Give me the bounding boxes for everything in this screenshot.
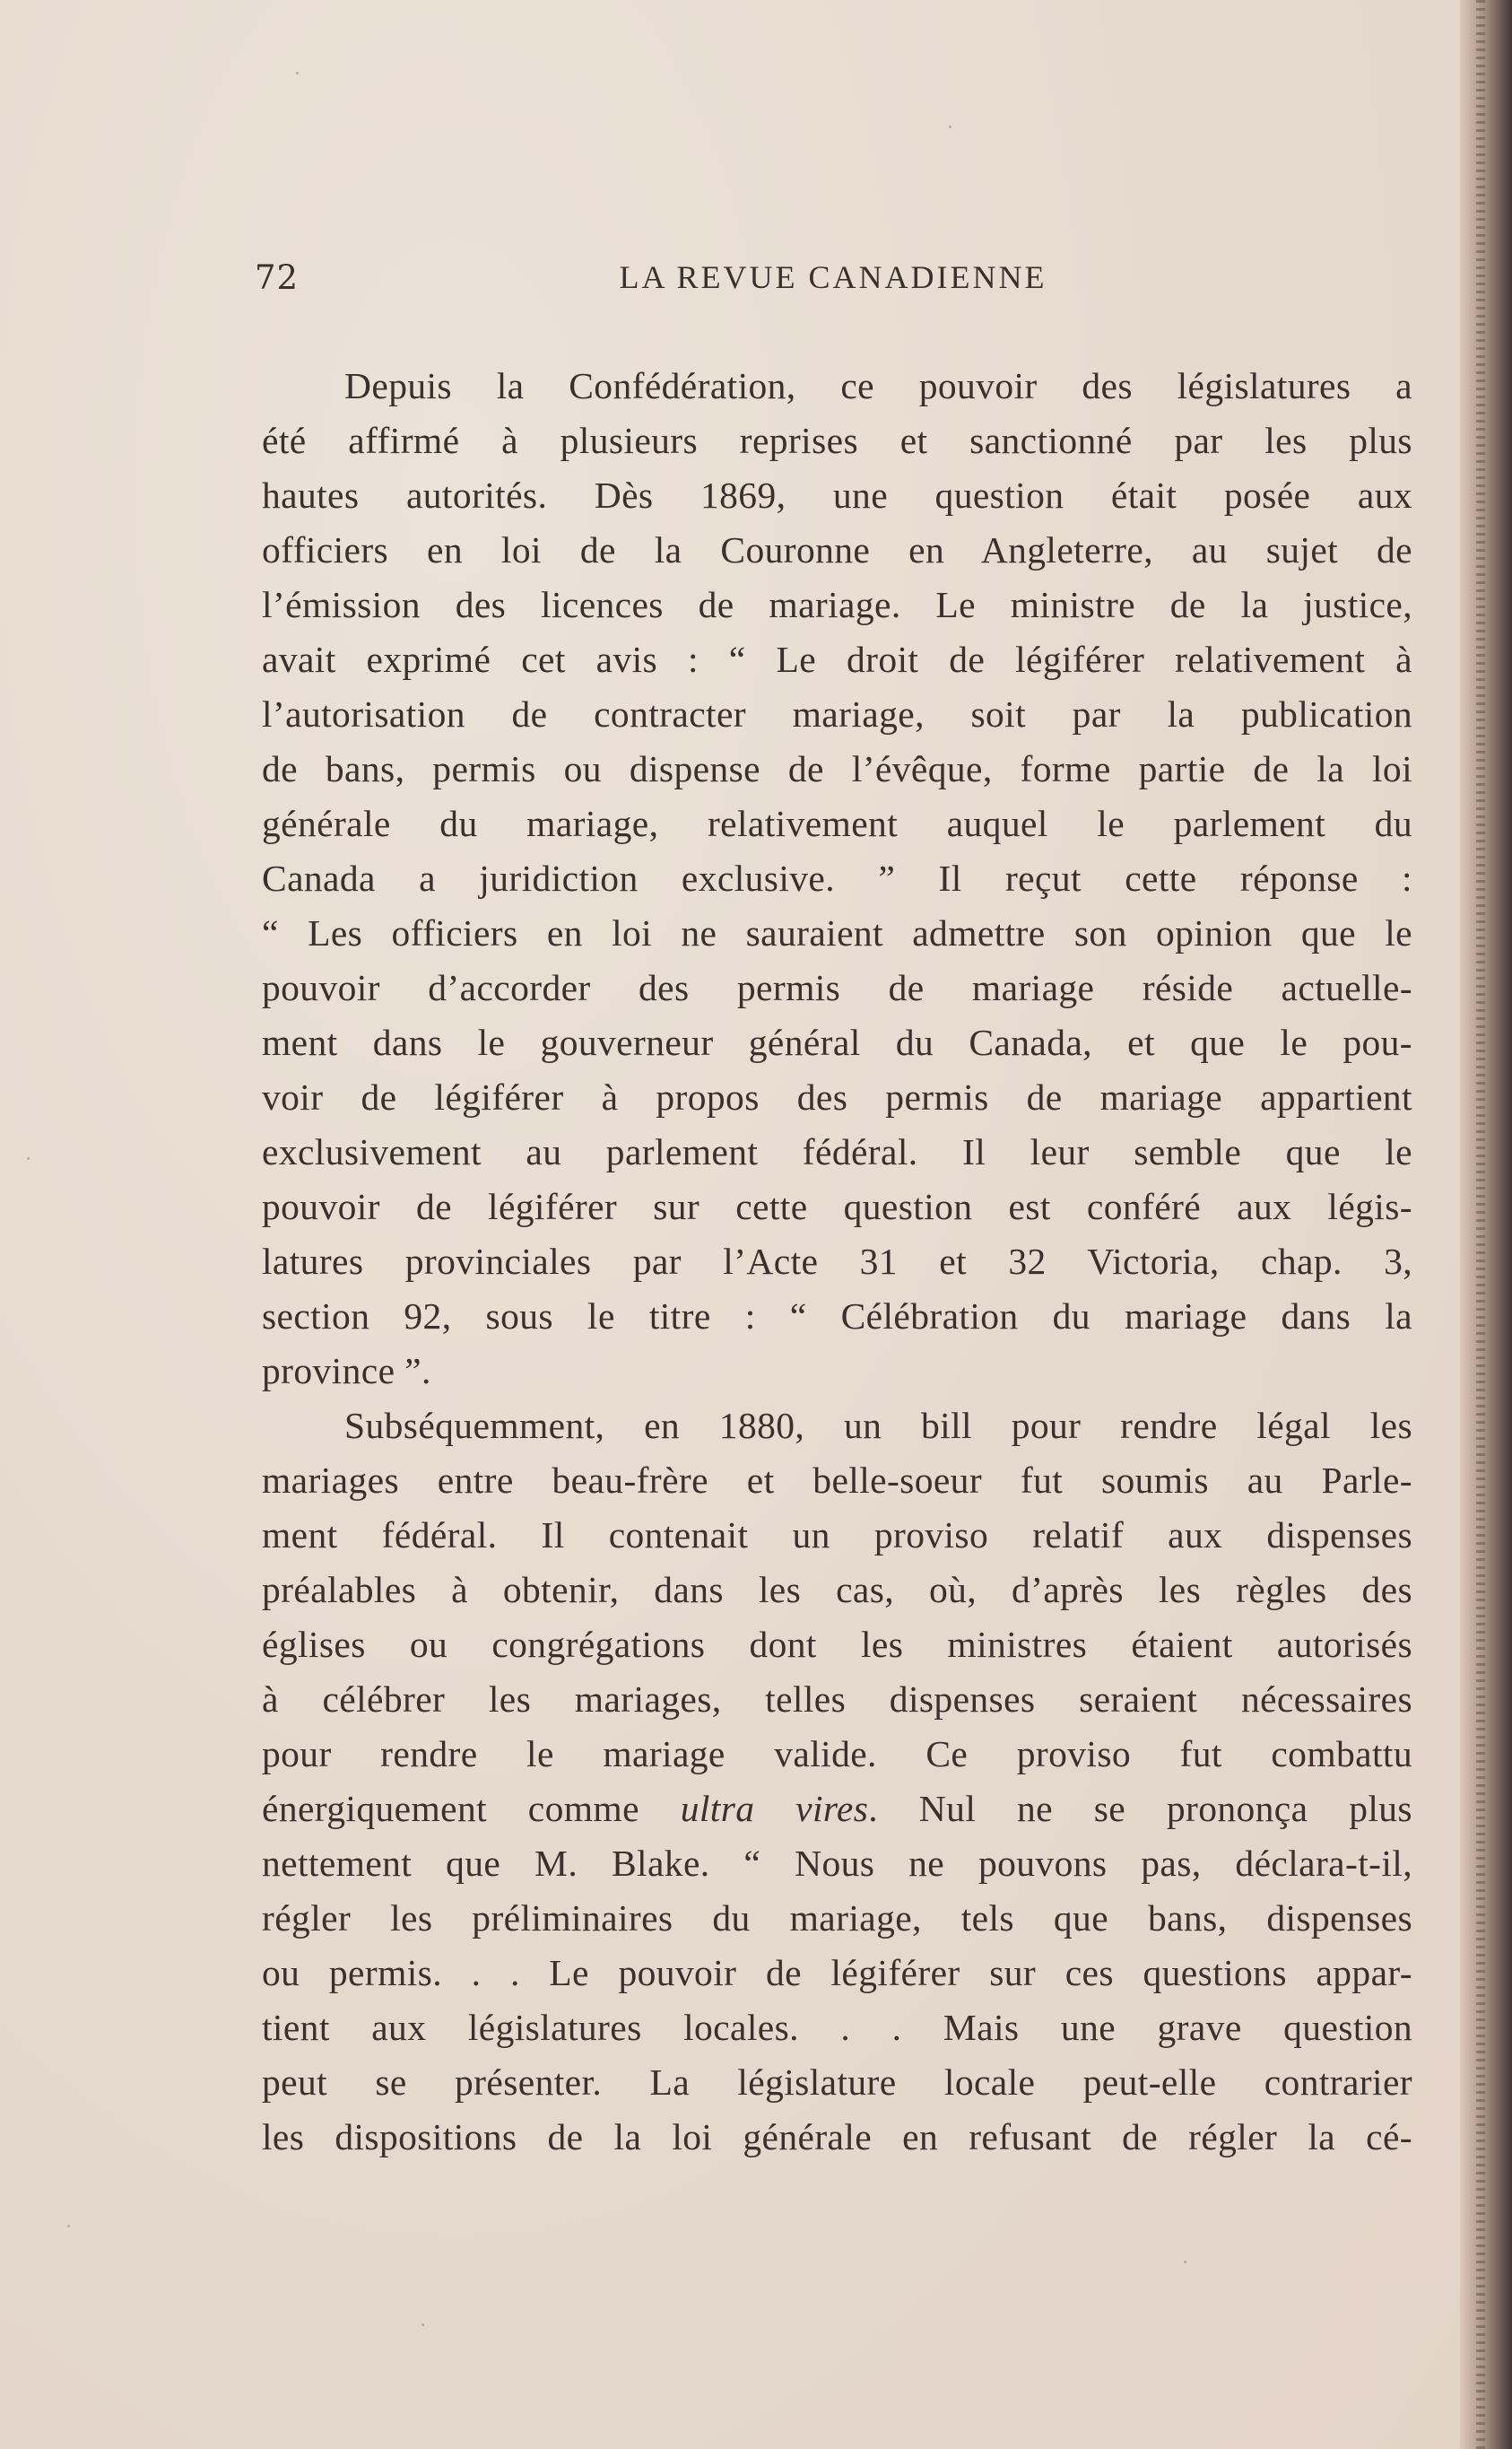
text-line: ou permis. . . Le pouvoir de légiférer sur ces questions appar- [262,1952,1412,1993]
text-line: Depuis la Confédération, ce pouvoir des législatures a [344,365,1412,406]
text-line: hautes autorités. Dès 1869, une question était posée aux [262,475,1412,516]
text-line: Canada a juridiction exclusive. ” Il reçut cette réponse : [262,858,1412,899]
body-text [262,359,1412,2165]
text-line: latures provinciales par l’Acte 31 et 32 Victoria, chap. 3, [262,1241,1412,1282]
text-line: l’autorisation de contracter mariage, soit par la publication [262,693,1412,735]
paper-speck [27,1157,30,1160]
text-segment: . Nul ne se prononça plus [868,1788,1412,1829]
running-title: LA REVUE CANADIENNE [619,259,1047,295]
text-line: régler les préliminaires du mariage, tels que bans, dispenses [262,1897,1412,1939]
paper-speck [949,126,952,128]
text-line: pouvoir d’accorder des permis de mariage réside actuelle- [262,967,1412,1008]
paper-speck [67,2225,70,2227]
paper-speck [421,2323,424,2326]
text-line: voir de légiférer à propos des permis de mariage appartient [262,1076,1412,1118]
text-segment: énergiquement comme [262,1788,681,1829]
text-line: pour rendre le mariage valide. Ce proviso fut combattu [262,1733,1412,1774]
text-line: section 92, sous le titre : “ Célébration du mariage dans la [262,1295,1412,1337]
page-header [255,258,1412,301]
text-line: mariages entre beau-frère et belle-soeur fut soumis au Parle- [262,1460,1412,1501]
text-line: ment dans le gouverneur général du Canada, et que le pou- [262,1022,1412,1063]
paper-speck [296,72,299,74]
page-number: 72 [255,258,300,297]
text-line: de bans, permis ou dispense de l’évêque, forme partie de la loi [262,748,1412,789]
text-line: exclusivement au parlement fédéral. Il leur semble que le [262,1131,1412,1172]
paper-speck [1184,2261,1186,2263]
text-line: églises ou congrégations dont les ministres étaient autorisés [262,1624,1412,1665]
text-line: avait exprimé cet avis : “ Le droit de légiférer relativement à [262,639,1412,680]
text-line: Subséquemment, en 1880, un bill pour rendre légal les [344,1405,1412,1446]
text-line: peut se présenter. La législature locale peut-elle contrarier [262,2061,1412,2103]
text-line: pouvoir de légiférer sur cette question est conféré aux légis- [262,1186,1412,1227]
text-line: les dispositions de la loi générale en refusant de régler la cé- [262,2116,1412,2157]
text-line: été affirmé à plusieurs reprises et sanctionné par les plus [262,420,1412,461]
text-line: tient aux législatures locales. . . Mais une grave question [262,2007,1412,2048]
text-line: préalables à obtenir, dans les cas, où, d’après les règles des [262,1569,1412,1610]
text-line: province ”. [262,1350,431,1391]
text-line: officiers en loi de la Couronne en Angleterre, au sujet de [262,529,1412,571]
text-line: nettement que M. Blake. “ Nous ne pouvons pas, déclara-t-il, [262,1843,1412,1884]
text-line: ment fédéral. Il contenait un proviso relatif aux dispenses [262,1514,1412,1556]
text-line: l’émission des licences de mariage. Le ministre de la justice, [262,584,1412,625]
text-line: à célébrer les mariages, telles dispenses seraient nécessaires [262,1678,1412,1720]
book-page-edge [1460,0,1512,2449]
text-line: “ Les officiers en loi ne sauraient admettre son opinion que le [262,912,1412,954]
text-line: générale du mariage, relativement auquel le parlement du [262,803,1412,844]
italic-term: ultra vires [680,1788,869,1829]
text-line-with-italic [262,1782,1412,1836]
